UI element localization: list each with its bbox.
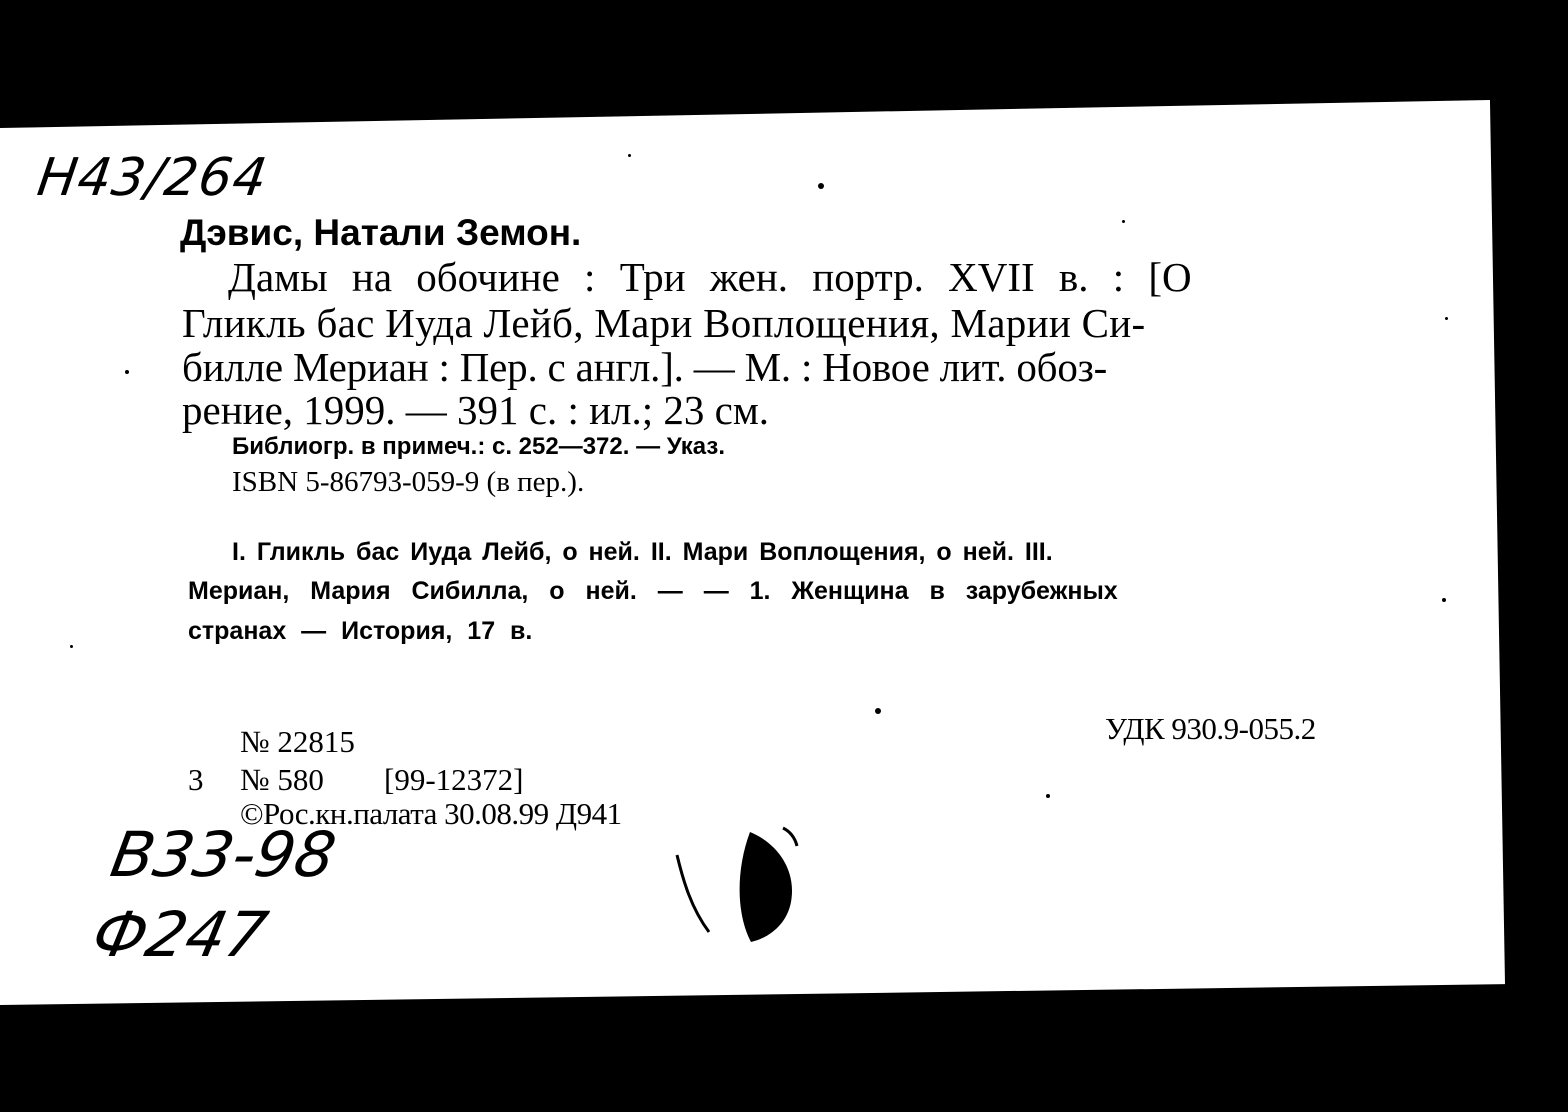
scan-speck [818,183,824,189]
description-line: Гликль бас Иуда Лейб, Мари Воплощения, Марии Си- [182,300,1146,346]
registration-prefix: 3 [188,762,204,797]
scan-speck [1442,598,1446,602]
isbn-note: ISBN 5-86793-059-9 (в пер.). [232,466,585,498]
tracing-line: I. Гликль бас Иуда Лейб, о ней. II. Мари Воплощения, о ней. III. [232,538,1053,566]
scan-edge-strip [0,1112,1568,1120]
registration-number: № 22815 [240,724,355,759]
tracing-line: странах — История, 17 в. [188,617,533,645]
udc-code: УДК 930.9-055.2 [1105,711,1316,746]
handwritten-note: Ф247 [86,898,274,971]
card-number: № 580 [240,762,324,797]
scan-speck [628,154,631,157]
handwritten-note: В33-98 [105,818,342,891]
scan-speck [70,645,73,648]
description-line: билле Мериан : Пер. с англ.]. — М. : Новое лит. обоз- [182,344,1108,390]
scan-speck [125,370,129,374]
scan-speck [1122,220,1125,223]
description-line: рение, 1999. — 391 с. : ил.; 23 см. [182,387,770,433]
author-heading: Дэвис, Натали Земон. [180,212,582,253]
description-line: Дамы на обочине : Три жен. портр. XVII в. : [О [228,254,1192,300]
tracing-line: Мериан, Мария Сибилла, о ней. — — 1. Женщина в зарубежных [188,577,1118,605]
bibliography-note: Библиогр. в примеч.: с. 252—372. — Указ. [232,433,726,460]
punch-hole-mark [665,820,805,960]
bracket-code: [99-12372] [384,762,524,797]
scan-speck [1046,794,1050,798]
scan-speck [875,708,881,714]
scan-speck [1445,317,1448,320]
copyright-line: ©Рос.кн.палата 30.08.99 Д941 [240,796,622,831]
shelf-mark: Н43/264 [33,148,272,208]
